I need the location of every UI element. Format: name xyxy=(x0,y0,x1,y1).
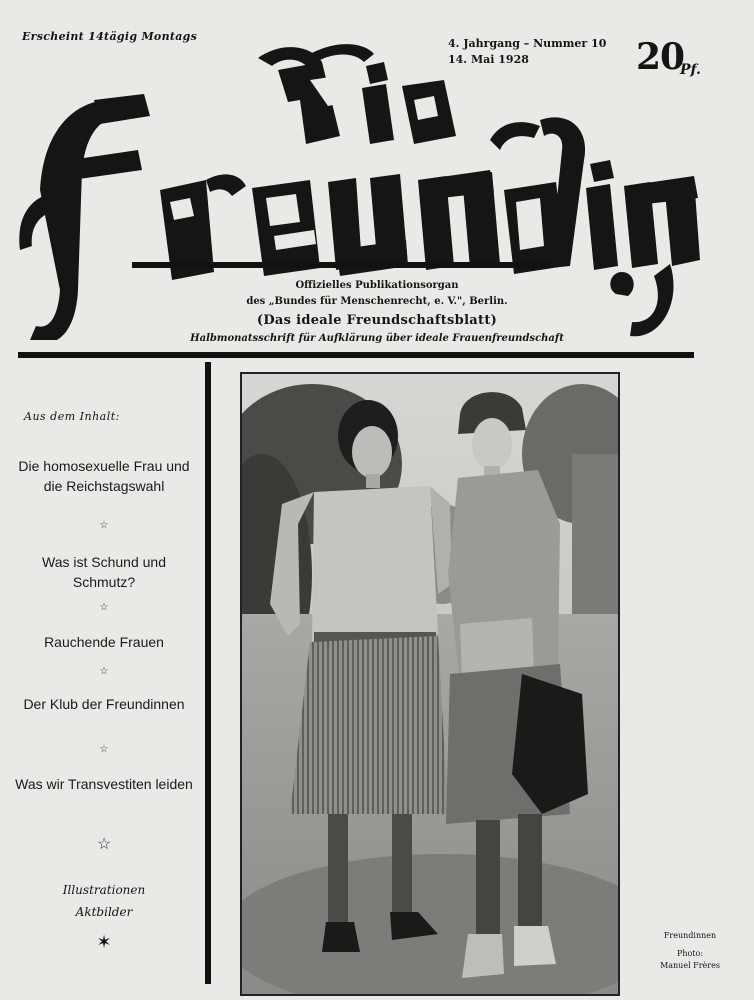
star-icon: ☆ xyxy=(99,520,109,531)
contents-heading: Aus dem Inhalt: xyxy=(24,410,120,423)
subtitle-line-1: Offizielles Publikationsorgan xyxy=(295,280,459,291)
photo-credit-label: Photo: xyxy=(676,949,704,958)
header-divider xyxy=(18,352,694,358)
subtitle-line-3: (Das ideale Freundschaftsblatt) xyxy=(256,313,498,328)
issue-date: 14. Mai 1928 xyxy=(448,53,529,66)
column-divider xyxy=(205,362,211,984)
masthead-logo xyxy=(10,40,750,340)
illustrations-label: Illustrationen xyxy=(62,883,146,897)
star-icon: ☆ xyxy=(96,834,112,853)
volume-number: 4. Jahrgang – Nummer 10 xyxy=(448,37,607,50)
price-value: 20 xyxy=(636,36,685,78)
contents-item: Der Klub der Freundinnen xyxy=(23,696,185,712)
publication-schedule: Erscheint 14tägig Montags xyxy=(22,30,198,43)
star-icon: ☆ xyxy=(99,666,109,677)
cover-photo xyxy=(240,372,620,996)
masthead-die xyxy=(258,44,456,144)
subtitle-line-2: des „Bundes für Menschenrecht, e. V.", Berlin. xyxy=(246,296,508,307)
contents-item: Was wir Transvestiten leiden xyxy=(15,776,193,792)
masthead-rule xyxy=(132,262,550,268)
photo-caption xyxy=(630,930,750,972)
contents-item: Was ist Schund und Schmutz? xyxy=(42,554,166,590)
star-icon: ☆ xyxy=(99,602,109,613)
price-unit: Pf. xyxy=(680,62,701,78)
subtitle-line-4: Halbmonatsschrift für Aufklärung über ideale Frauenfreundschaft xyxy=(190,333,564,344)
caption-title: Freundinnen xyxy=(663,931,717,940)
photo-credit-name: Manuel Frères xyxy=(660,961,720,970)
star-icon: ✶ xyxy=(96,932,112,953)
contents-item: Rauchende Frauen xyxy=(44,634,164,650)
illustrations-subject: Aktbilder xyxy=(75,905,133,919)
contents-item: Die homosexuelle Frau und die Reichstagswahl xyxy=(18,458,190,494)
star-icon: ☆ xyxy=(99,744,109,755)
